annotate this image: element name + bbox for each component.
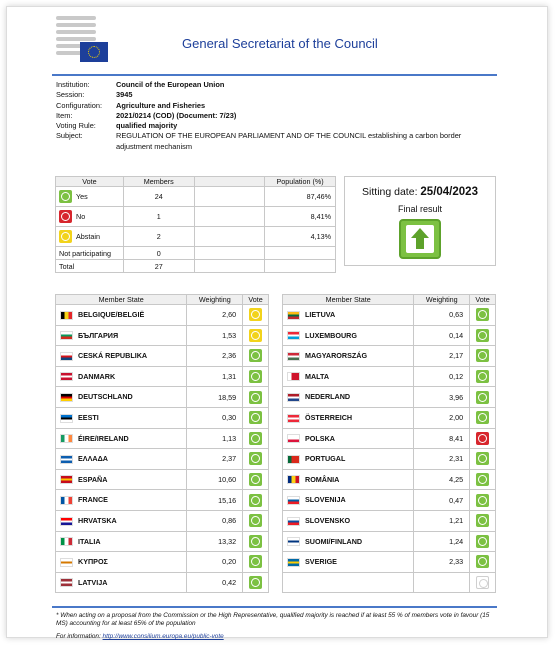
info-value: 3945 bbox=[116, 90, 133, 100]
member-state-row bbox=[283, 366, 496, 387]
vote-yes-icon bbox=[249, 349, 262, 362]
vote-no-icon bbox=[476, 432, 489, 445]
country-flag-icon bbox=[60, 414, 73, 423]
summary-vote-label: No bbox=[76, 212, 86, 221]
vote-yes-icon bbox=[476, 308, 489, 321]
member-state-weighting: 1,31 bbox=[187, 366, 243, 387]
member-state-weighting: 0,42 bbox=[187, 572, 243, 593]
summary-row bbox=[56, 227, 336, 247]
member-states-table-left bbox=[55, 294, 269, 593]
member-states-table-right bbox=[282, 294, 496, 593]
member-state-weighting: 2,60 bbox=[187, 305, 243, 326]
member-state-weighting: 0,20 bbox=[187, 552, 243, 573]
ms-header-vote: Vote bbox=[470, 295, 496, 305]
qualified-majority-footnote: * When acting on a proposal from the Commission or the High Representative, qualified majority is reached if at least 55 % of members vote in favour (15 MS) accounting for at least 65% of the population bbox=[56, 612, 490, 627]
member-state-name: ITALIA bbox=[78, 536, 101, 546]
vote-yes-icon bbox=[476, 473, 489, 486]
vote-yes-icon bbox=[249, 555, 262, 568]
vote-yes-icon bbox=[249, 514, 262, 527]
vote-yes-icon bbox=[476, 555, 489, 568]
info-value: qualified majority bbox=[116, 121, 178, 131]
member-state-weighting: 1,53 bbox=[187, 325, 243, 346]
info-row bbox=[56, 90, 496, 100]
country-flag-icon bbox=[287, 475, 300, 484]
ms-header-state: Member State bbox=[56, 295, 187, 305]
vote-abstain-icon bbox=[249, 308, 262, 321]
vote-yes-icon bbox=[476, 411, 489, 424]
member-state-row bbox=[283, 531, 496, 552]
member-state-name: CESKÁ REPUBLIKA bbox=[78, 351, 148, 361]
country-flag-icon bbox=[60, 475, 73, 484]
vote-yes-icon bbox=[476, 329, 489, 342]
member-state-weighting: 2,33 bbox=[414, 552, 470, 573]
member-state-row bbox=[283, 449, 496, 470]
country-flag-icon bbox=[287, 558, 300, 567]
member-state-weighting bbox=[414, 572, 470, 593]
more-info-label: For information: bbox=[56, 633, 101, 640]
summary-vote-label: Abstain bbox=[76, 232, 100, 241]
public-vote-link[interactable]: http://www.consilium.europa.eu/public-vote bbox=[102, 633, 224, 640]
info-key: Voting Rule: bbox=[56, 121, 96, 131]
vote-none-icon bbox=[476, 576, 489, 589]
country-flag-icon bbox=[287, 455, 300, 464]
member-state-name: ESPAÑA bbox=[78, 474, 108, 484]
member-state-name: ÉIRE/IRELAND bbox=[78, 433, 129, 443]
member-state-weighting: 8,41 bbox=[414, 428, 470, 449]
member-state-weighting: 10,60 bbox=[187, 469, 243, 490]
summary-population bbox=[265, 260, 336, 273]
summary-header-population: Population (%) bbox=[265, 177, 336, 187]
country-flag-icon bbox=[287, 517, 300, 526]
council-logo bbox=[56, 16, 116, 66]
country-flag-icon bbox=[60, 455, 73, 464]
country-flag-icon bbox=[287, 393, 300, 402]
member-state-row bbox=[283, 387, 496, 408]
member-state-row bbox=[56, 510, 269, 531]
more-information bbox=[56, 633, 224, 640]
member-state-row bbox=[56, 407, 269, 428]
vote-yes-icon bbox=[476, 514, 489, 527]
vote-no-icon bbox=[59, 210, 72, 223]
country-flag-icon bbox=[287, 578, 300, 587]
vote-yes-icon bbox=[249, 535, 262, 548]
vote-yes-icon bbox=[476, 452, 489, 465]
summary-population: 8,41% bbox=[265, 207, 336, 227]
vote-yes-icon bbox=[476, 391, 489, 404]
summary-members: 24 bbox=[123, 187, 194, 207]
member-state-weighting: 0,14 bbox=[414, 325, 470, 346]
vote-yes-icon bbox=[249, 411, 262, 424]
member-state-weighting: 0,30 bbox=[187, 407, 243, 428]
member-state-name: MALTA bbox=[305, 371, 330, 381]
info-value: Agriculture and Fisheries bbox=[116, 100, 206, 110]
member-state-name: HRVATSKA bbox=[78, 515, 117, 525]
country-flag-icon bbox=[287, 331, 300, 340]
member-state-row bbox=[283, 572, 496, 593]
member-state-row bbox=[283, 428, 496, 449]
summary-vote-label: Not participating bbox=[59, 248, 111, 258]
member-state-name: PORTUGAL bbox=[305, 454, 346, 464]
info-key: Configuration: bbox=[56, 100, 103, 110]
member-state-weighting: 18,59 bbox=[187, 387, 243, 408]
member-state-weighting: 0,47 bbox=[414, 490, 470, 511]
member-state-row bbox=[56, 449, 269, 470]
country-flag-icon bbox=[60, 496, 73, 505]
summary-header-members: Members bbox=[123, 177, 194, 187]
summary-blank-cell bbox=[194, 260, 265, 273]
member-state-name: БЪЛГАРИЯ bbox=[78, 330, 119, 340]
vote-yes-icon bbox=[249, 432, 262, 445]
vote-yes-icon bbox=[249, 473, 262, 486]
info-row bbox=[56, 80, 496, 90]
summary-row bbox=[56, 187, 336, 207]
country-flag-icon bbox=[60, 393, 73, 402]
member-state-name: SVERIGE bbox=[305, 557, 337, 567]
vote-yes-icon bbox=[249, 452, 262, 465]
country-flag-icon bbox=[287, 496, 300, 505]
country-flag-icon bbox=[287, 352, 300, 361]
info-key: Institution: bbox=[56, 80, 90, 89]
vote-yes-icon bbox=[476, 535, 489, 548]
country-flag-icon bbox=[287, 434, 300, 443]
member-state-name: SUOMI/FINLAND bbox=[305, 536, 363, 546]
session-info bbox=[56, 80, 496, 152]
vote-yes-icon bbox=[59, 190, 72, 203]
member-state-name: ÖSTERREICH bbox=[305, 412, 353, 422]
member-state-row bbox=[56, 387, 269, 408]
vote-yes-icon bbox=[476, 370, 489, 383]
member-state-weighting: 1,24 bbox=[414, 531, 470, 552]
info-value: 2021/0214 (COD) (Document: 7/23) bbox=[116, 110, 237, 120]
final-result-panel bbox=[344, 176, 496, 266]
ms-header-state: Member State bbox=[283, 295, 414, 305]
summary-population: 4,13% bbox=[265, 227, 336, 247]
vote-yes-icon bbox=[249, 391, 262, 404]
member-state-row bbox=[283, 490, 496, 511]
country-flag-icon bbox=[60, 372, 73, 381]
summary-header-blank bbox=[194, 177, 265, 187]
member-state-name: FRANCE bbox=[78, 495, 108, 505]
summary-blank-cell bbox=[194, 207, 265, 227]
summary-header-vote: Vote bbox=[56, 177, 124, 187]
sitting-date bbox=[345, 186, 495, 198]
vote-yes-icon bbox=[476, 494, 489, 507]
member-state-weighting: 3,96 bbox=[414, 387, 470, 408]
member-state-name: LUXEMBOURG bbox=[305, 330, 357, 340]
member-state-row bbox=[283, 325, 496, 346]
member-state-row bbox=[56, 366, 269, 387]
member-state-name: EESTI bbox=[78, 412, 99, 422]
info-row bbox=[56, 111, 496, 121]
summary-members: 27 bbox=[123, 260, 194, 273]
member-state-row bbox=[56, 346, 269, 367]
info-value: REGULATION OF THE EUROPEAN PARLIAMENT AND OF THE COUNCIL establishing a carbon border adjustment mechanism bbox=[116, 131, 462, 151]
summary-blank-cell bbox=[194, 227, 265, 247]
member-state-weighting: 4,25 bbox=[414, 469, 470, 490]
member-state-name: SLOVENSKO bbox=[305, 515, 351, 525]
summary-row bbox=[56, 247, 336, 260]
country-flag-icon bbox=[60, 537, 73, 546]
page-title: General Secretariat of the Council bbox=[182, 36, 378, 51]
ms-header-weighting: Weighting bbox=[414, 295, 470, 305]
ms-header-weighting: Weighting bbox=[187, 295, 243, 305]
member-state-name: POLSKA bbox=[305, 433, 335, 443]
member-state-weighting: 2,00 bbox=[414, 407, 470, 428]
member-state-weighting: 2,17 bbox=[414, 346, 470, 367]
summary-blank-cell bbox=[194, 247, 265, 260]
summary-vote-label: Yes bbox=[76, 192, 88, 201]
vote-yes-icon bbox=[476, 349, 489, 362]
country-flag-icon bbox=[60, 578, 73, 587]
member-state-name: LATVIJA bbox=[78, 577, 108, 587]
eu-flag-icon bbox=[80, 42, 108, 62]
summary-blank-cell bbox=[194, 187, 265, 207]
summary-members: 0 bbox=[123, 247, 194, 260]
member-state-row bbox=[56, 469, 269, 490]
member-state-name: ΕΛΛΑΔΑ bbox=[78, 454, 108, 464]
member-state-weighting: 2,37 bbox=[187, 449, 243, 470]
member-state-row bbox=[283, 407, 496, 428]
member-state-weighting: 13,32 bbox=[187, 531, 243, 552]
member-state-row bbox=[56, 428, 269, 449]
country-flag-icon bbox=[60, 331, 73, 340]
vote-abstain-icon bbox=[249, 329, 262, 342]
country-flag-icon bbox=[287, 414, 300, 423]
member-state-row bbox=[56, 325, 269, 346]
country-flag-icon bbox=[287, 372, 300, 381]
member-state-weighting: 0,86 bbox=[187, 510, 243, 531]
member-state-row bbox=[283, 510, 496, 531]
info-key: Session: bbox=[56, 90, 85, 100]
country-flag-icon bbox=[60, 434, 73, 443]
member-state-weighting: 2,36 bbox=[187, 346, 243, 367]
member-state-name: LIETUVA bbox=[305, 310, 336, 319]
info-key: Item: bbox=[56, 110, 73, 120]
member-state-name: DEUTSCHLAND bbox=[78, 392, 133, 402]
sitting-date-value: 25/04/2023 bbox=[420, 186, 478, 198]
country-flag-icon bbox=[60, 352, 73, 361]
member-state-weighting: 1,21 bbox=[414, 510, 470, 531]
member-state-weighting: 0,12 bbox=[414, 366, 470, 387]
country-flag-icon bbox=[60, 558, 73, 567]
country-flag-icon bbox=[287, 311, 300, 320]
member-state-row bbox=[56, 531, 269, 552]
vote-yes-icon bbox=[249, 494, 262, 507]
member-state-row bbox=[283, 305, 496, 326]
summary-row bbox=[56, 207, 336, 227]
summary-row bbox=[56, 260, 336, 273]
member-state-row bbox=[283, 346, 496, 367]
country-flag-icon bbox=[60, 517, 73, 526]
member-state-weighting: 1,13 bbox=[187, 428, 243, 449]
member-state-name: NEDERLAND bbox=[305, 392, 351, 402]
member-state-name: ROMÂNIA bbox=[305, 474, 340, 484]
member-state-name: SLOVENIJA bbox=[305, 495, 346, 505]
info-row bbox=[56, 131, 496, 152]
info-row bbox=[56, 101, 496, 111]
vote-yes-icon bbox=[249, 370, 262, 383]
result-adopted-arrow-icon bbox=[399, 219, 441, 259]
member-state-row bbox=[56, 490, 269, 511]
final-result-label: Final result bbox=[397, 204, 442, 214]
summary-members: 2 bbox=[123, 227, 194, 247]
country-flag-icon bbox=[60, 311, 73, 320]
member-state-name: BELGIQUE/BELGIË bbox=[78, 310, 145, 319]
member-state-weighting: 15,16 bbox=[187, 490, 243, 511]
member-state-name: DANMARK bbox=[78, 371, 116, 381]
member-state-row bbox=[283, 469, 496, 490]
member-state-row bbox=[56, 572, 269, 593]
footer-divider bbox=[52, 606, 497, 608]
member-state-row bbox=[56, 305, 269, 326]
vote-yes-icon bbox=[249, 576, 262, 589]
member-state-weighting: 0,63 bbox=[414, 305, 470, 326]
member-state-name: MAGYARORSZÁG bbox=[305, 351, 368, 361]
vote-abstain-icon bbox=[59, 230, 72, 243]
member-state-row bbox=[56, 552, 269, 573]
summary-population bbox=[265, 247, 336, 260]
ms-header-vote: Vote bbox=[243, 295, 269, 305]
sitting-date-label: Sitting date: bbox=[362, 186, 418, 198]
header-divider bbox=[52, 74, 497, 76]
member-state-row bbox=[283, 552, 496, 573]
info-key: Subject: bbox=[56, 131, 83, 141]
member-state-weighting: 2,31 bbox=[414, 449, 470, 470]
info-value: Council of the European Union bbox=[116, 80, 225, 89]
summary-vote-label: Total bbox=[59, 261, 75, 271]
info-row bbox=[56, 121, 496, 131]
member-state-name: ΚΥΠΡΟΣ bbox=[78, 557, 108, 567]
summary-members: 1 bbox=[123, 207, 194, 227]
country-flag-icon bbox=[287, 537, 300, 546]
summary-population: 87,46% bbox=[265, 187, 336, 207]
vote-summary-table bbox=[55, 176, 336, 273]
